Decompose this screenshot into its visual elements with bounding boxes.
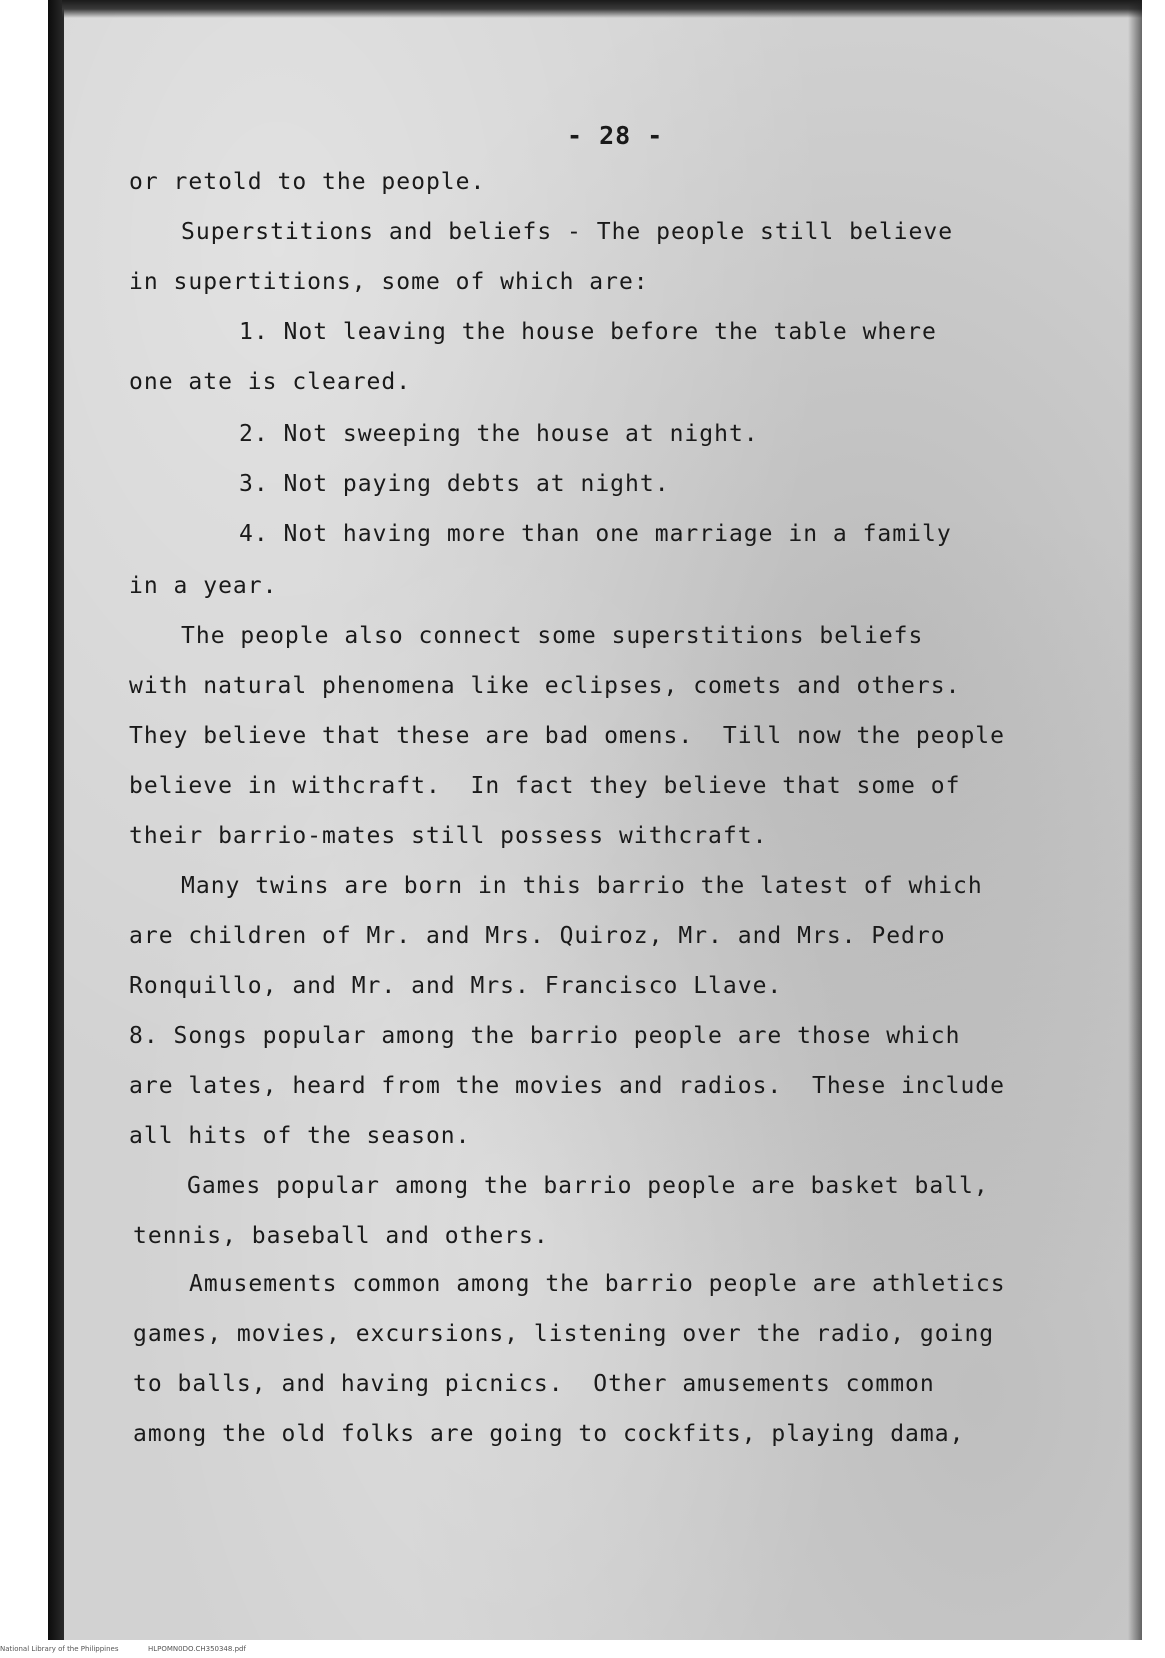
footer-filename: HLPOMN0DO.CH350348.pdf	[148, 1645, 246, 1653]
text-line: to balls, and having picnics. Other amusements common	[133, 1371, 935, 1397]
text-line: in a year.	[129, 573, 278, 599]
text-line: with natural phenomena like eclipses, comets and others.	[129, 673, 961, 699]
text-line: or retold to the people.	[129, 169, 486, 195]
text-line: Superstitions and beliefs - The people still believe	[181, 219, 954, 245]
text-line: 1. Not leaving the house before the table where	[239, 319, 937, 345]
text-line: believe in withcraft. In fact they believe that some of	[129, 773, 961, 799]
page-text	[62, 0, 1142, 1640]
text-line: Ronquillo, and Mr. and Mrs. Francisco Llave.	[129, 973, 783, 999]
text-line: 2. Not sweeping the house at night.	[239, 421, 759, 447]
text-line: Games popular among the barrio people are basket ball,	[187, 1173, 989, 1199]
footer-library: National Library of the Philippines	[0, 1645, 119, 1653]
text-line: 8. Songs popular among the barrio people are those which	[129, 1023, 961, 1049]
text-line: Many twins are born in this barrio the latest of which	[181, 873, 983, 899]
text-line: The people also connect some superstitions beliefs	[181, 623, 924, 649]
text-line: They believe that these are bad omens. Till now the people	[129, 723, 1005, 749]
text-line: all hits of the season.	[129, 1123, 471, 1149]
text-line: games, movies, excursions, listening over the radio, going	[133, 1321, 995, 1347]
text-line: are lates, heard from the movies and radios. These include	[129, 1073, 1005, 1099]
text-line: Amusements common among the barrio people are athletics	[189, 1271, 1006, 1297]
text-line: are children of Mr. and Mrs. Quiroz, Mr. and Mrs. Pedro	[129, 923, 946, 949]
text-line: among the old folks are going to cockfits, playing dama,	[133, 1421, 965, 1447]
text-line: their barrio-mates still possess withcraft.	[129, 823, 768, 849]
page-number: - 28 -	[567, 121, 664, 150]
text-line: in supertitions, some of which are:	[129, 269, 649, 295]
text-line: one ate is cleared.	[129, 369, 412, 395]
text-line: tennis, baseball and others.	[133, 1223, 549, 1249]
text-line: 3. Not paying debts at night.	[239, 471, 670, 497]
text-line: 4. Not having more than one marriage in a family	[239, 521, 952, 547]
